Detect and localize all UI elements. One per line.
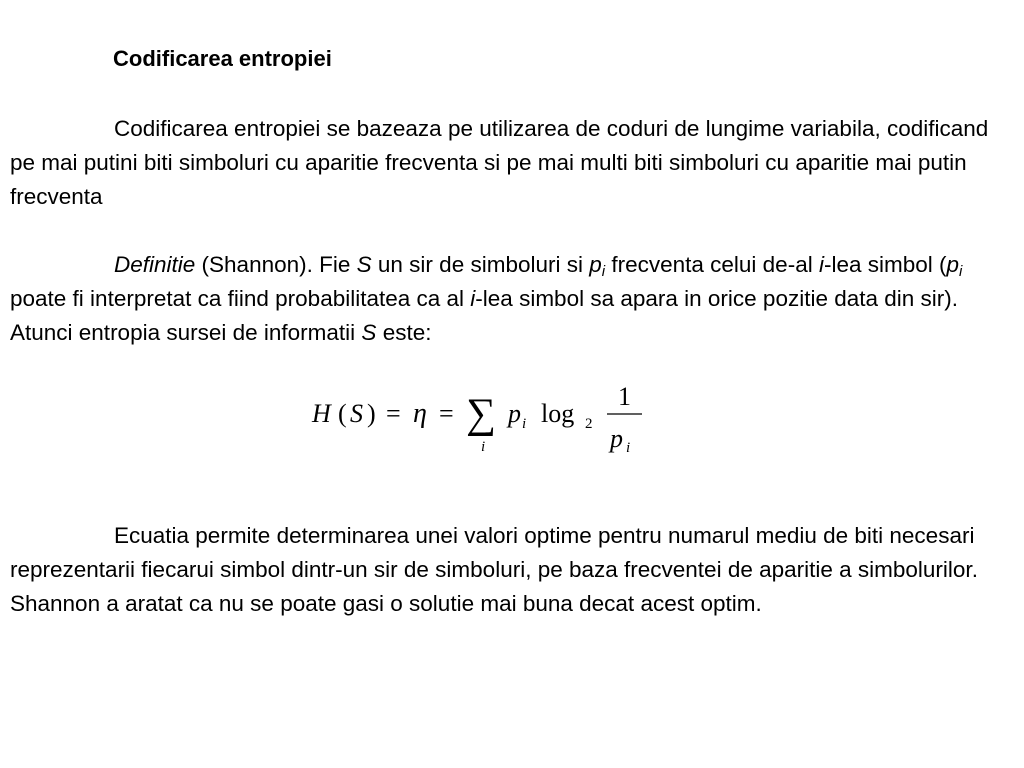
paragraph-definition bbox=[10, 248, 1010, 350]
definition-text-1: (Shannon). Fie bbox=[195, 252, 357, 277]
definition-text-7: este: bbox=[376, 320, 432, 345]
formula-h: H bbox=[312, 399, 331, 428]
subscript-i: i bbox=[959, 263, 963, 280]
formula-sum-index: i bbox=[481, 439, 486, 455]
symbol-p: p bbox=[946, 252, 960, 277]
formula-p: p bbox=[508, 399, 521, 428]
symbol-s: S bbox=[356, 252, 372, 277]
paragraph-conclusion: Ecuatia permite determinarea unei valori optime pentru numarul mediu de biti necesari reprezentarii fiecarui simbol dintr-un sir de simboluri, pe baza frecventei de aparitie a simbolurilor. Shannon a aratat ca nu se poate gasi o solutie mai buna decat acest optim. bbox=[10, 523, 978, 616]
formula-open-paren: ( bbox=[338, 399, 347, 428]
definition-text-3: frecventa celui de-al bbox=[605, 252, 819, 277]
formula-log: log bbox=[541, 399, 575, 428]
formula-eta: η bbox=[413, 398, 427, 429]
formula-numerator: 1 bbox=[618, 382, 631, 411]
definition-text-5: poate fi interpretat ca fiind probabilitatea ca al bbox=[10, 286, 471, 311]
formula-denominator-index: i bbox=[626, 440, 631, 456]
entropy-formula bbox=[300, 370, 660, 470]
document-title: Codificarea entropiei bbox=[113, 46, 332, 71]
formula-s: S bbox=[350, 399, 363, 428]
definition-text-6: -lea simbol sa apara in orice pozitie data din sir). Atunci entropia sursei de informatii bbox=[10, 286, 959, 345]
subscript-i: i bbox=[601, 263, 606, 280]
definition-text-2: un sir de simboluri si bbox=[371, 252, 590, 277]
formula-denominator-p: p bbox=[610, 424, 623, 453]
symbol-i: i bbox=[470, 286, 476, 311]
paragraph-intro: Codificarea entropiei se bazeaza pe utilizarea de coduri de lungime variabila, codificand pe mai putini biti simboluri cu aparitie frecventa si pe mai multi biti simboluri cu aparitie mai putin frecventa bbox=[10, 116, 989, 209]
formula-equals-1: = bbox=[386, 399, 401, 428]
symbol-s: S bbox=[361, 320, 377, 345]
definition-text-4: -lea simbol ( bbox=[823, 252, 947, 277]
formula-log-base: 2 bbox=[585, 416, 593, 432]
symbol-i: i bbox=[818, 252, 824, 277]
definition-label: Definitie bbox=[114, 252, 196, 277]
formula-sum-sign: ∑ bbox=[466, 391, 496, 437]
symbol-p: p bbox=[589, 252, 602, 277]
formula-close-paren: ) bbox=[367, 399, 376, 428]
formula-equals-2: = bbox=[439, 399, 454, 428]
formula-p-index: i bbox=[522, 416, 527, 432]
